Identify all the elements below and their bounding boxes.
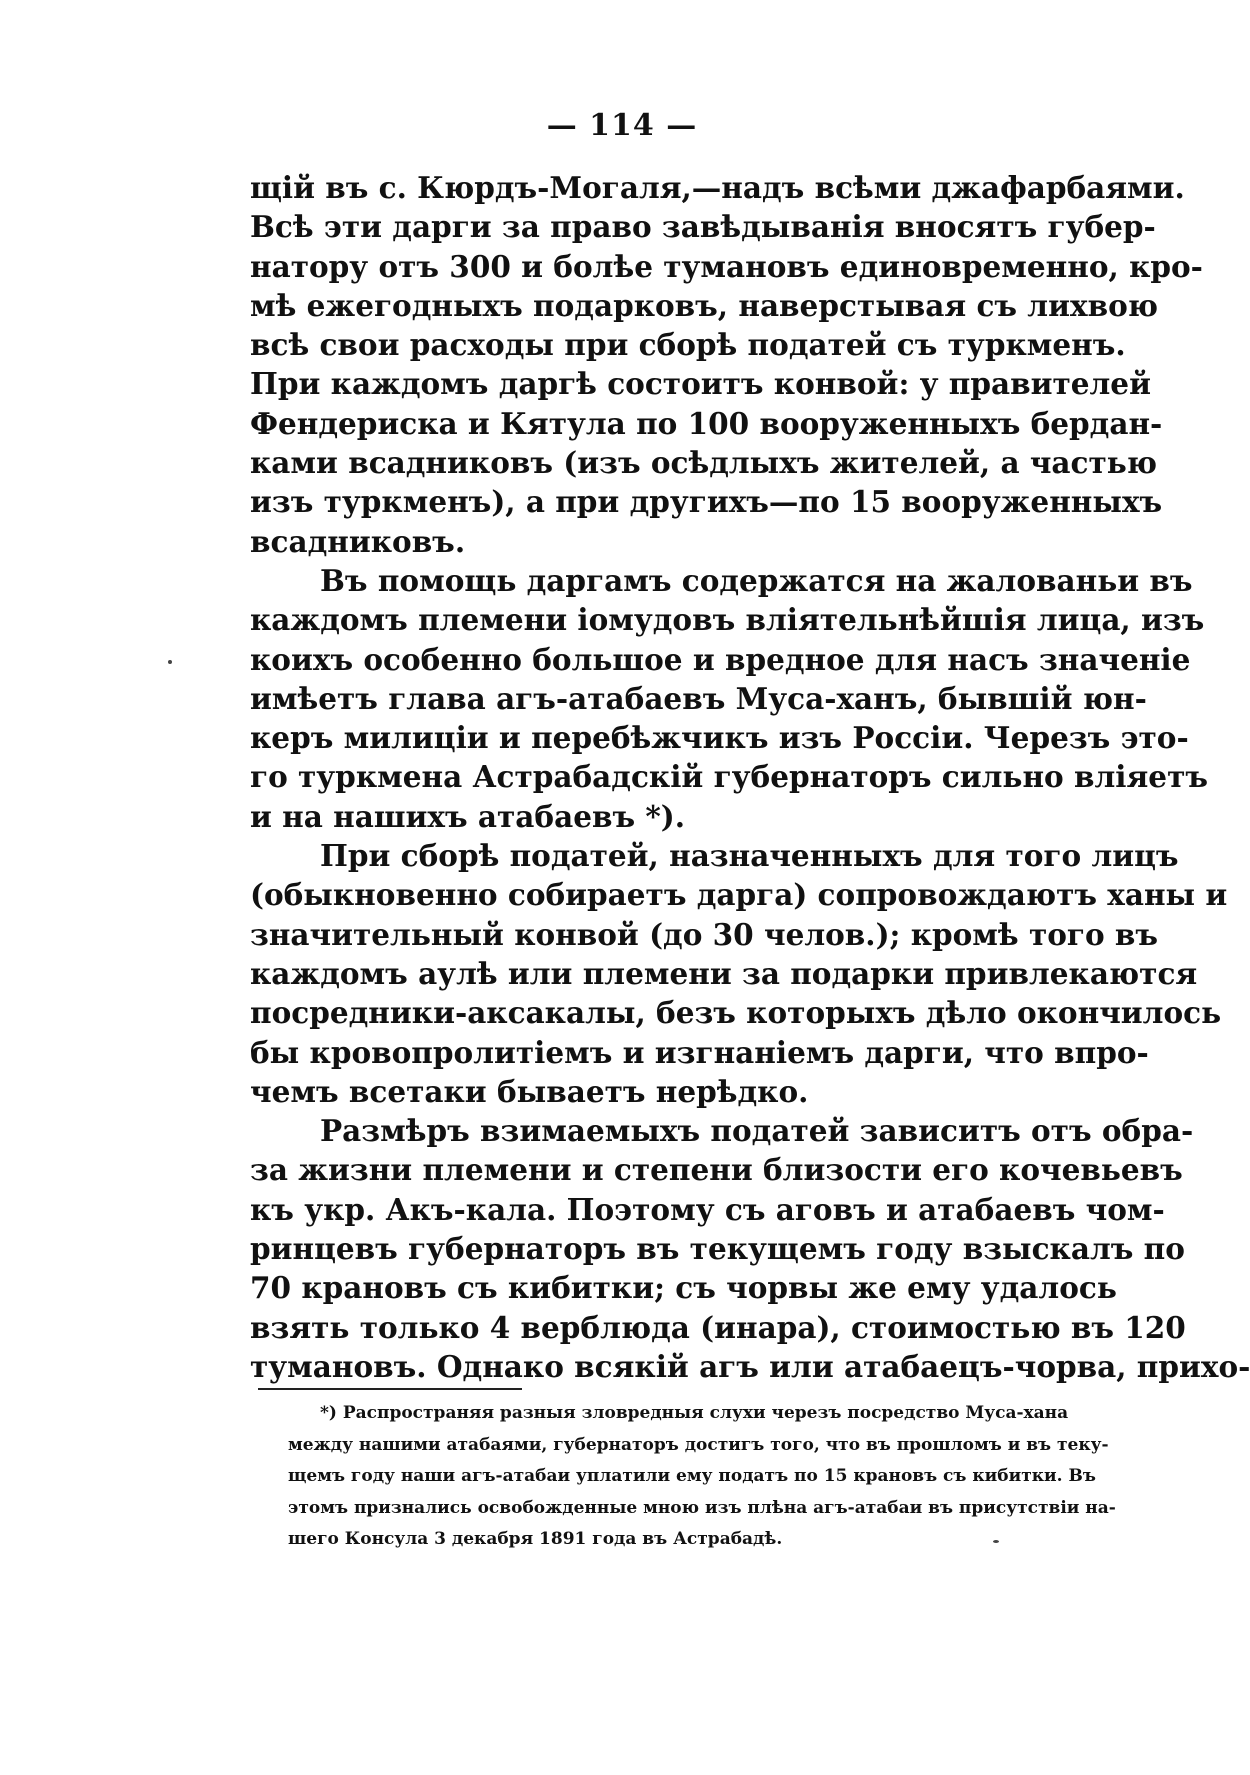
text-line: щій въ с. Кюрдъ-Могаля,—надъ всѣми джафарбаями.	[250, 170, 1185, 205]
text-line: натору отъ 300 и болѣе тумановъ единовременно, кро-	[250, 248, 1203, 284]
text-line: значительный конвой (до 30 челов.); кромѣ того въ	[250, 916, 1159, 952]
text-line: ками всадниковъ (изъ осѣдлыхъ жителей, а частью	[250, 445, 1158, 481]
text-line: (обыкновенно собираетъ дарга) сопровождаютъ ханы и	[250, 877, 1228, 913]
text-line: ринцевъ губернаторъ въ текущемъ году взыскалъ по	[250, 1231, 1185, 1267]
text-line: къ укр. Акъ-кала. Поэтому съ аговъ и атабаевъ чом-	[250, 1191, 1165, 1227]
text-line: Фендериска и Кятула по 100 вооруженныхъ бердан-	[250, 405, 1163, 441]
text-line: всѣ свои расходы при сборѣ податей съ туркменъ.	[250, 327, 1126, 363]
main-text	[250, 168, 1250, 1386]
paragraph-4	[250, 1111, 1250, 1386]
text-line: чемъ всетаки бываетъ нерѣдко.	[250, 1073, 809, 1109]
footnote	[288, 1398, 1116, 1556]
footnote-line: шего Консула 3 декабря 1891 года въ Астрабадѣ.	[288, 1529, 783, 1549]
text-line: 70 крановъ съ кибитки; съ чорвы же ему удалось	[250, 1270, 1117, 1306]
paragraph-1	[250, 168, 1203, 561]
text-line: каждомъ племени іомудовъ вліятельнѣйшія лица, изъ	[250, 602, 1205, 638]
footnote-line: между нашими атабаями, губернаторъ достигъ того, что въ прошломъ и въ теку-	[288, 1434, 1109, 1455]
text-line: Размѣръ взимаемыхъ податей зависитъ отъ обра-	[320, 1113, 1194, 1149]
scan-speck	[168, 660, 172, 664]
paragraph-2	[250, 561, 1208, 836]
text-line: коихъ особенно большое и вредное для насъ значеніе	[250, 641, 1191, 677]
text-line: мѣ ежегодныхъ подарковъ, наверстывая съ лихвою	[250, 287, 1158, 323]
footnote-separator	[258, 1388, 522, 1390]
text-line: го туркмена Астрабадскій губернаторъ сильно вліяетъ	[250, 759, 1208, 795]
footnote-line: щемъ году наши агъ-атабаи уплатили ему податъ по 15 крановъ съ кибитки. Въ	[288, 1466, 1096, 1486]
footnote-line: этомъ признались освобожденные мною изъ плѣна агъ-атабаи въ присутствіи на-	[288, 1497, 1116, 1518]
text-line: тумановъ. Однако всякій агъ или атабаецъ-чорва, прихо-	[250, 1348, 1250, 1384]
text-line: При каждомъ даргѣ состоитъ конвой: у правителей	[250, 366, 1151, 402]
text-line: Въ помощь даргамъ содержатся на жалованьи въ	[320, 562, 1193, 598]
text-line: Всѣ эти дарги за право завѣдыванія вносятъ губер-	[250, 209, 1156, 245]
scan-speck	[993, 1540, 999, 1543]
text-line: При сборѣ податей, назначенныхъ для того лицъ	[320, 838, 1179, 874]
page-number: — 114 —	[546, 108, 698, 143]
text-line: всадниковъ.	[250, 523, 466, 559]
footnote-line: *) Распространяя разныя зловредныя слухи черезъ посредство Муса-хана	[320, 1403, 1069, 1423]
paragraph-3	[250, 836, 1228, 1111]
text-line: керъ милиціи и перебѣжчикъ изъ Россіи. Черезъ это-	[250, 720, 1189, 756]
text-line: каждомъ аулѣ или племени за подарки привлекаются	[250, 955, 1198, 991]
text-line: взять только 4 верблюда (инара), стоимостью въ 120	[250, 1309, 1186, 1345]
text-line: изъ туркменъ), а при другихъ—по 15 вооруженныхъ	[250, 484, 1163, 520]
text-line: и на нашихъ атабаевъ *).	[250, 798, 686, 834]
text-line: посредники-аксакалы, безъ которыхъ дѣло окончилось	[250, 995, 1222, 1031]
text-line: бы кровопролитіемъ и изгнаніемъ дарги, что впро-	[250, 1034, 1149, 1070]
text-line: за жизни племени и степени близости его кочевьевъ	[250, 1152, 1183, 1188]
text-line: имѣетъ глава агъ-атабаевъ Муса-ханъ, бывшій юн-	[250, 680, 1147, 716]
